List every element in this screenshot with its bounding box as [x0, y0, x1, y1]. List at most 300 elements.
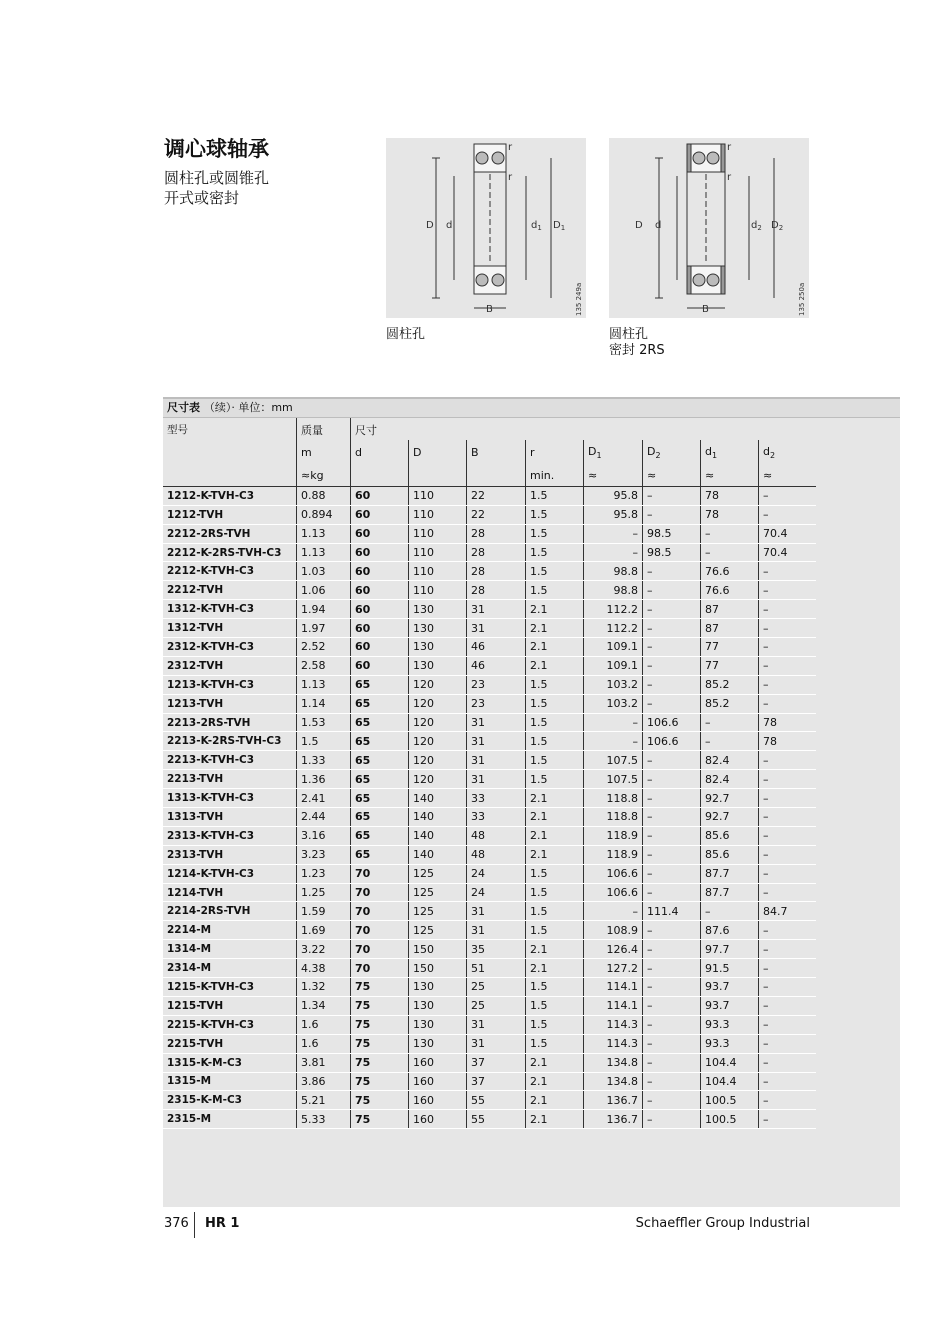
table-cell: 127.2	[584, 959, 643, 978]
header-r: r	[526, 440, 584, 466]
table-cell: 77	[701, 638, 759, 657]
table-cell: 1.5	[526, 732, 584, 751]
header-d: d	[351, 440, 409, 466]
table-cell: 75	[351, 1091, 409, 1110]
svg-text:D: D	[426, 220, 434, 231]
section-label: HR 1	[205, 1216, 240, 1231]
table-cell: 1.13	[297, 543, 351, 562]
table-cell: 2.1	[526, 1053, 584, 1072]
table-cell: 2.1	[526, 1072, 584, 1091]
table-cell: 70	[351, 864, 409, 883]
table-cell: 65	[351, 808, 409, 827]
table-cell: 120	[409, 770, 467, 789]
table-cell: 28	[467, 581, 526, 600]
table-cell: 1.94	[297, 600, 351, 619]
table-cell: –	[759, 1053, 817, 1072]
table-cell: 110	[409, 524, 467, 543]
table-cell: –	[643, 940, 701, 959]
table-cell: 3.86	[297, 1072, 351, 1091]
table-cell: 35	[467, 940, 526, 959]
table-cell: –	[643, 581, 701, 600]
table-cell: 1.32	[297, 978, 351, 997]
table-cell: 104.4	[701, 1053, 759, 1072]
table-cell: 108.9	[584, 921, 643, 940]
table-cell: 1.5	[526, 883, 584, 902]
table-cell: –	[759, 808, 817, 827]
table-cell: 110	[409, 581, 467, 600]
table-cell: 60	[351, 505, 409, 524]
table-cell: 76.6	[701, 581, 759, 600]
table-row	[163, 600, 816, 619]
designation-cell: 2213-K-TVH-C3	[163, 751, 297, 770]
table-cell: 1.5	[526, 581, 584, 600]
table-cell: 118.8	[584, 789, 643, 808]
table-cell: 160	[409, 1091, 467, 1110]
table-cell: 78	[759, 732, 817, 751]
table-cell: –	[759, 940, 817, 959]
table-row	[163, 940, 816, 959]
table-cell: 136.7	[584, 1110, 643, 1129]
table-cell: 134.8	[584, 1053, 643, 1072]
table-cell: 1.33	[297, 751, 351, 770]
table-row	[163, 1034, 816, 1053]
table-cell: 98.8	[584, 562, 643, 581]
table-cell: 78	[701, 486, 759, 505]
table-cell: 31	[467, 751, 526, 770]
table-cell: 28	[467, 524, 526, 543]
table-cell: 125	[409, 902, 467, 921]
header-approx: ≈	[759, 466, 817, 487]
table-cell: –	[759, 751, 817, 770]
table-cell: 2.1	[526, 789, 584, 808]
table-cell: 78	[759, 713, 817, 732]
table-cell: –	[759, 1015, 817, 1034]
designation-cell: 2313-K-TVH-C3	[163, 826, 297, 845]
table-cell: 75	[351, 1015, 409, 1034]
table-cell: 1.6	[297, 1034, 351, 1053]
table-cell: 33	[467, 808, 526, 827]
table-cell: 46	[467, 656, 526, 675]
table-cell: 75	[351, 1053, 409, 1072]
table-cell: –	[759, 1110, 817, 1129]
table-cell: –	[584, 902, 643, 921]
table-cell: –	[643, 600, 701, 619]
svg-text:D: D	[635, 220, 643, 231]
table-row	[163, 486, 816, 505]
table-cell: –	[643, 656, 701, 675]
table-cell: 125	[409, 864, 467, 883]
table-cell: 109.1	[584, 638, 643, 657]
table-cell: –	[759, 996, 817, 1015]
table-cell: 46	[467, 638, 526, 657]
table-cell: –	[759, 883, 817, 902]
table-cell: 120	[409, 732, 467, 751]
svg-text:B: B	[702, 304, 709, 315]
svg-text:135 249a: 135 249a	[575, 282, 583, 316]
svg-text:B: B	[486, 304, 493, 315]
table-cell: 37	[467, 1072, 526, 1091]
table-cell: 65	[351, 845, 409, 864]
table-caption: 尺寸表 （续）· 单位：mm	[163, 397, 900, 418]
table-cell: 75	[351, 1034, 409, 1053]
table-cell: 31	[467, 732, 526, 751]
dimension-table	[163, 418, 816, 1129]
table-cell: 1.5	[526, 694, 584, 713]
table-cell: –	[643, 845, 701, 864]
table-cell: 114.1	[584, 978, 643, 997]
table-cell: –	[759, 864, 817, 883]
table-cell: 106.6	[643, 732, 701, 751]
table-row	[163, 1091, 816, 1110]
table-cell: 93.7	[701, 978, 759, 997]
designation-cell: 1213-TVH	[163, 694, 297, 713]
table-cell: –	[701, 543, 759, 562]
table-row	[163, 638, 816, 657]
table-cell: 1.03	[297, 562, 351, 581]
table-cell: 160	[409, 1053, 467, 1072]
header-B: B	[467, 440, 526, 466]
table-cell: 114.1	[584, 996, 643, 1015]
dimension-table-panel	[163, 397, 900, 1207]
table-cell: –	[643, 770, 701, 789]
table-cell: 93.7	[701, 996, 759, 1015]
table-cell: 104.4	[701, 1072, 759, 1091]
table-cell: 120	[409, 694, 467, 713]
table-cell: 2.41	[297, 789, 351, 808]
table-cell: –	[584, 524, 643, 543]
table-cell: –	[643, 864, 701, 883]
table-cell: –	[643, 996, 701, 1015]
table-row	[163, 789, 816, 808]
table-cell: –	[759, 845, 817, 864]
table-cell: –	[584, 713, 643, 732]
table-row	[163, 656, 816, 675]
designation-cell: 1312-K-TVH-C3	[163, 600, 297, 619]
designation-cell: 2312-K-TVH-C3	[163, 638, 297, 657]
table-cell: 150	[409, 959, 467, 978]
table-cell: 160	[409, 1072, 467, 1091]
bearing-drawing-sealed	[609, 138, 809, 318]
svg-text:r: r	[508, 172, 513, 183]
table-cell: 120	[409, 751, 467, 770]
table-cell: 87.7	[701, 883, 759, 902]
table-cell: –	[643, 1072, 701, 1091]
table-cell: 60	[351, 638, 409, 657]
table-cell: 93.3	[701, 1034, 759, 1053]
table-cell: 110	[409, 486, 467, 505]
table-cell: –	[643, 751, 701, 770]
table-cell: 65	[351, 732, 409, 751]
table-cell: 2.1	[526, 619, 584, 638]
table-row	[163, 826, 816, 845]
table-cell: 130	[409, 1034, 467, 1053]
table-cell: –	[643, 638, 701, 657]
table-cell: –	[643, 486, 701, 505]
table-cell: 22	[467, 486, 526, 505]
table-cell: 87	[701, 619, 759, 638]
table-cell: 1.5	[526, 864, 584, 883]
table-cell: 107.5	[584, 751, 643, 770]
table-cell: 85.6	[701, 826, 759, 845]
table-cell: 1.13	[297, 675, 351, 694]
bearing-drawing-open	[386, 138, 586, 318]
table-cell: –	[759, 581, 817, 600]
table-cell: 1.36	[297, 770, 351, 789]
table-cell: 78	[701, 505, 759, 524]
svg-text:d1: $d_1$	[531, 220, 542, 232]
table-row	[163, 1072, 816, 1091]
table-unit-row	[163, 466, 816, 487]
table-row	[163, 770, 816, 789]
page-title: 调心球轴承	[164, 137, 269, 161]
table-cell: –	[643, 562, 701, 581]
table-cell: 70.4	[759, 524, 817, 543]
table-cell: –	[759, 826, 817, 845]
table-cell: 60	[351, 524, 409, 543]
table-cell: 31	[467, 600, 526, 619]
page-subtitle-bore: 圆柱孔或圆锥孔	[164, 169, 270, 187]
table-row	[163, 505, 816, 524]
figure-caption-sealed: 圆柱孔 密封 2RS	[609, 327, 665, 358]
table-cell: 5.33	[297, 1110, 351, 1129]
table-row	[163, 883, 816, 902]
table-cell: –	[643, 959, 701, 978]
designation-cell: 1312-TVH	[163, 619, 297, 638]
table-cell: 70.4	[759, 543, 817, 562]
header-approx: ≈	[643, 466, 701, 487]
header-approx: ≈	[701, 466, 759, 487]
table-cell: 112.2	[584, 619, 643, 638]
table-cell: 70	[351, 921, 409, 940]
designation-cell: 1214-K-TVH-C3	[163, 864, 297, 883]
table-cell: –	[759, 505, 817, 524]
svg-text:D2: $D_2$	[771, 220, 784, 232]
table-cell: –	[759, 694, 817, 713]
table-cell: 2.1	[526, 826, 584, 845]
brand-label: Schaeffler Group Industrial	[635, 1216, 810, 1231]
table-row	[163, 751, 816, 770]
table-row	[163, 581, 816, 600]
page-subtitle-seal: 开式或密封	[164, 189, 240, 207]
table-cell: 5.21	[297, 1091, 351, 1110]
table-row	[163, 694, 816, 713]
table-cell: 23	[467, 675, 526, 694]
table-cell: 2.1	[526, 638, 584, 657]
footer-divider	[194, 1212, 195, 1238]
table-cell: –	[643, 505, 701, 524]
table-cell: 3.81	[297, 1053, 351, 1072]
table-cell: 75	[351, 1072, 409, 1091]
table-cell: 55	[467, 1091, 526, 1110]
table-cell: 136.7	[584, 1091, 643, 1110]
table-cell: 1.5	[526, 978, 584, 997]
table-cell: 126.4	[584, 940, 643, 959]
table-cell: 25	[467, 978, 526, 997]
table-cell: –	[759, 770, 817, 789]
table-cell: –	[643, 883, 701, 902]
table-row	[163, 902, 816, 921]
table-cell: 1.5	[526, 770, 584, 789]
table-cell: –	[643, 619, 701, 638]
designation-cell: 2314-M	[163, 959, 297, 978]
designation-cell: 2212-K-TVH-C3	[163, 562, 297, 581]
table-cell: 130	[409, 600, 467, 619]
header-D1: $D_1$	[584, 440, 643, 466]
table-cell: –	[643, 675, 701, 694]
table-cell: 91.5	[701, 959, 759, 978]
table-cell: 130	[409, 996, 467, 1015]
table-cell: –	[759, 619, 817, 638]
designation-cell: 2315-K-M-C3	[163, 1091, 297, 1110]
table-row	[163, 845, 816, 864]
table-cell: –	[759, 978, 817, 997]
header-designation: 型号	[167, 424, 188, 436]
table-cell: –	[643, 826, 701, 845]
table-cell: –	[759, 1034, 817, 1053]
designation-cell: 2212-TVH	[163, 581, 297, 600]
table-cell: 31	[467, 921, 526, 940]
table-cell: 106.6	[584, 864, 643, 883]
table-cell: 1.5	[526, 1034, 584, 1053]
figure-caption-open: 圆柱孔	[386, 327, 426, 342]
table-cell: –	[759, 600, 817, 619]
table-cell: 2.52	[297, 638, 351, 657]
table-cell: 1.53	[297, 713, 351, 732]
table-cell: 140	[409, 826, 467, 845]
table-cell: 95.8	[584, 486, 643, 505]
table-cell: 31	[467, 619, 526, 638]
table-cell: 110	[409, 562, 467, 581]
table-cell: 87.6	[701, 921, 759, 940]
table-cell: 120	[409, 713, 467, 732]
header-D: D	[409, 440, 467, 466]
table-cell: 130	[409, 656, 467, 675]
table-cell: 85.2	[701, 675, 759, 694]
svg-text:135 250a: 135 250a	[798, 282, 806, 316]
table-cell: 1.5	[526, 562, 584, 581]
designation-cell: 2213-K-2RS-TVH-C3	[163, 732, 297, 751]
table-cell: 48	[467, 845, 526, 864]
header-dimensions: 尺寸	[351, 418, 409, 440]
table-cell: 98.5	[643, 524, 701, 543]
header-D2: $D_2$	[643, 440, 701, 466]
table-cell: 60	[351, 581, 409, 600]
bearing-open-svg	[386, 138, 586, 318]
table-cell: –	[759, 1091, 817, 1110]
table-cell: –	[584, 543, 643, 562]
table-cell: 140	[409, 845, 467, 864]
table-cell: –	[701, 713, 759, 732]
table-cell: 1.5	[526, 524, 584, 543]
table-cell: 107.5	[584, 770, 643, 789]
table-cell: 76.6	[701, 562, 759, 581]
designation-cell: 2214-M	[163, 921, 297, 940]
table-cell: 130	[409, 1015, 467, 1034]
table-cell: 2.58	[297, 656, 351, 675]
table-cell: 65	[351, 694, 409, 713]
table-cell: 1.13	[297, 524, 351, 543]
table-subheader-row	[163, 440, 816, 466]
table-row	[163, 713, 816, 732]
table-cell: –	[759, 486, 817, 505]
table-cell: 24	[467, 864, 526, 883]
table-cell: 1.06	[297, 581, 351, 600]
table-cell: 92.7	[701, 789, 759, 808]
designation-cell: 2315-M	[163, 1110, 297, 1129]
table-cell: 1.25	[297, 883, 351, 902]
table-row	[163, 864, 816, 883]
table-row	[163, 996, 816, 1015]
table-cell: –	[759, 638, 817, 657]
designation-cell: 1315-K-M-C3	[163, 1053, 297, 1072]
table-cell: 140	[409, 808, 467, 827]
table-cell: 28	[467, 543, 526, 562]
table-cell: 1.5	[526, 713, 584, 732]
table-cell: 97.7	[701, 940, 759, 959]
table-cell: 70	[351, 959, 409, 978]
table-cell: 65	[351, 751, 409, 770]
table-cell: –	[643, 808, 701, 827]
table-cell: 60	[351, 656, 409, 675]
table-cell: 75	[351, 1110, 409, 1129]
table-cell: –	[643, 1110, 701, 1129]
table-cell: 134.8	[584, 1072, 643, 1091]
table-cell: 106.6	[584, 883, 643, 902]
table-cell: 1.34	[297, 996, 351, 1015]
table-cell: 85.2	[701, 694, 759, 713]
designation-cell: 1215-K-TVH-C3	[163, 978, 297, 997]
table-cell: 103.2	[584, 694, 643, 713]
designation-cell: 2212-K-2RS-TVH-C3	[163, 543, 297, 562]
table-cell: 87.7	[701, 864, 759, 883]
table-cell: 1.5	[297, 732, 351, 751]
table-cell: 1.5	[526, 505, 584, 524]
designation-cell: 2213-2RS-TVH	[163, 713, 297, 732]
table-cell: 1.5	[526, 902, 584, 921]
table-cell: –	[759, 562, 817, 581]
table-cell: 75	[351, 978, 409, 997]
table-row	[163, 562, 816, 581]
table-cell: 2.1	[526, 959, 584, 978]
table-row	[163, 1053, 816, 1072]
table-cell: 111.4	[643, 902, 701, 921]
table-cell: 0.894	[297, 505, 351, 524]
svg-text:d: d	[446, 220, 453, 231]
table-cell: 120	[409, 675, 467, 694]
table-cell: –	[643, 789, 701, 808]
table-row	[163, 978, 816, 997]
table-cell: 60	[351, 486, 409, 505]
table-cell: –	[643, 1034, 701, 1053]
table-cell: 1.5	[526, 543, 584, 562]
table-cell: 125	[409, 921, 467, 940]
table-cell: 22	[467, 505, 526, 524]
table-cell: –	[759, 656, 817, 675]
table-cell: 2.1	[526, 940, 584, 959]
table-cell: 1.59	[297, 902, 351, 921]
header-m: m	[297, 440, 351, 466]
designation-cell: 1212-K-TVH-C3	[163, 486, 297, 505]
svg-text:r: r	[508, 142, 513, 153]
table-cell: 3.16	[297, 826, 351, 845]
table-cell: 31	[467, 1015, 526, 1034]
table-cell: 100.5	[701, 1091, 759, 1110]
svg-text:d: d	[655, 220, 662, 231]
table-cell: 31	[467, 1034, 526, 1053]
designation-cell: 1212-TVH	[163, 505, 297, 524]
table-cell: –	[759, 959, 817, 978]
table-cell: 2.44	[297, 808, 351, 827]
